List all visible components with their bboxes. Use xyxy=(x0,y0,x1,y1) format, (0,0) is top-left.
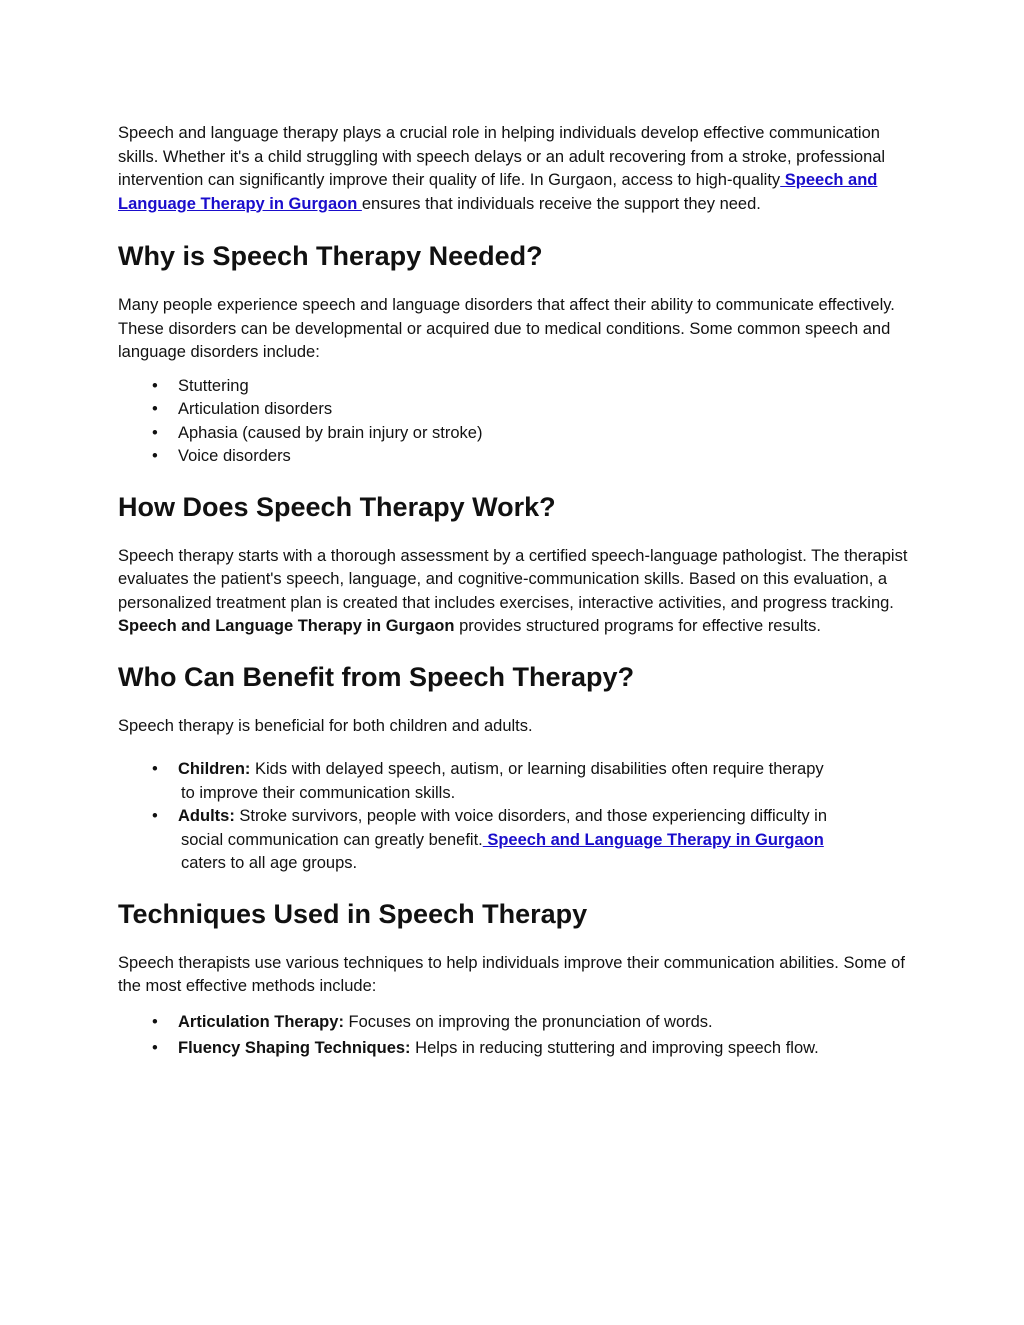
adults-text: Stroke survivors, people with voice disorders, and those experiencing difficulty in xyxy=(234,807,827,825)
how-text-after: provides structured programs for effective results. xyxy=(454,617,821,635)
heading-who-benefits: Who Can Benefit from Speech Therapy? xyxy=(118,661,635,692)
list-item xyxy=(118,398,918,422)
list-item xyxy=(118,1035,918,1061)
how-bold-phrase: Speech and Language Therapy in Gurgaon xyxy=(118,617,455,635)
techniques-list xyxy=(118,1009,918,1061)
bullet-icon: • xyxy=(152,447,158,465)
list-item xyxy=(118,445,918,469)
technique-label: Articulation Therapy: xyxy=(178,1012,344,1031)
bullet-icon: • xyxy=(152,400,158,418)
adults-text-line3: caters to all age groups. xyxy=(181,854,358,872)
list-item-text: Stuttering xyxy=(178,376,249,395)
how-text-before: Speech therapy starts with a thorough assessment by a certified speech-language pathologist. The therapist evaluates the patient's speech, language, and cognitive-communication skills. Based on this evaluation, a personalized treatment plan is created that includes exercises, interactive activities, and progress tracking. xyxy=(118,546,908,612)
bullet-icon: • xyxy=(152,1038,158,1057)
bullet-icon: • xyxy=(152,807,158,825)
children-label: Children: xyxy=(178,760,251,778)
disorders-list xyxy=(118,375,918,469)
adults-label: Adults: xyxy=(178,807,235,825)
technique-text: Helps in reducing stuttering and improving speech flow. xyxy=(410,1038,819,1057)
list-item xyxy=(118,375,918,399)
list-item-children xyxy=(118,758,918,805)
speech-therapy-link[interactable]: Speech and Language Therapy in Gurgaon xyxy=(482,830,824,849)
adults-text-line2: social communication can greatly benefit. xyxy=(181,830,483,849)
list-item xyxy=(118,422,918,446)
who-paragraph: Speech therapy is beneficial for both children and adults. xyxy=(118,716,533,735)
technique-label: Fluency Shaping Techniques: xyxy=(178,1038,411,1057)
bullet-icon: • xyxy=(152,1012,158,1031)
speech-therapy-link[interactable]: Speech and Language Therapy in Gurgaon xyxy=(118,171,878,213)
children-text: Kids with delayed speech, autism, or learning disabilities often require therapy xyxy=(250,760,824,778)
intro-text-after: ensures that individuals receive the support they need. xyxy=(361,194,761,213)
heading-techniques: Techniques Used in Speech Therapy xyxy=(118,898,588,929)
document-page xyxy=(118,122,918,1061)
heading-how-works: How Does Speech Therapy Work? xyxy=(118,491,556,522)
beneficiaries-list xyxy=(118,758,918,876)
list-item-text: Articulation disorders xyxy=(178,400,333,418)
bullet-icon: • xyxy=(152,423,158,442)
list-item-text: Aphasia (caused by brain injury or stroke) xyxy=(178,423,483,442)
bullet-icon: • xyxy=(152,376,158,395)
bullet-icon: • xyxy=(152,760,158,778)
techniques-paragraph: Speech therapists use various techniques to help individuals improve their communication abilities. Some of the most effective methods include: xyxy=(118,953,905,995)
technique-text: Focuses on improving the pronunciation of words. xyxy=(343,1012,713,1031)
adults-text-continued xyxy=(178,829,918,853)
why-paragraph: Many people experience speech and language disorders that affect their ability to communicate effectively. These disorders can be developmental or acquired due to medical conditions. Some common speech and language disorders include: xyxy=(118,296,895,361)
list-item-adults xyxy=(118,805,918,876)
list-item xyxy=(118,1009,918,1035)
heading-why-needed: Why is Speech Therapy Needed? xyxy=(118,241,543,271)
list-item-text: Voice disorders xyxy=(178,447,291,465)
children-text-continued: to improve their communication skills. xyxy=(181,783,456,802)
intro-paragraph xyxy=(118,122,918,216)
how-paragraph xyxy=(118,545,918,639)
intro-text-before: Speech and language therapy plays a crucial role in helping individuals develop effective communication skills. Whether it's a child struggling with speech delays or an adult recovering from a stroke, professional intervention can significantly improve their quality of life. In Gurgaon, access to high-quality xyxy=(118,124,886,189)
